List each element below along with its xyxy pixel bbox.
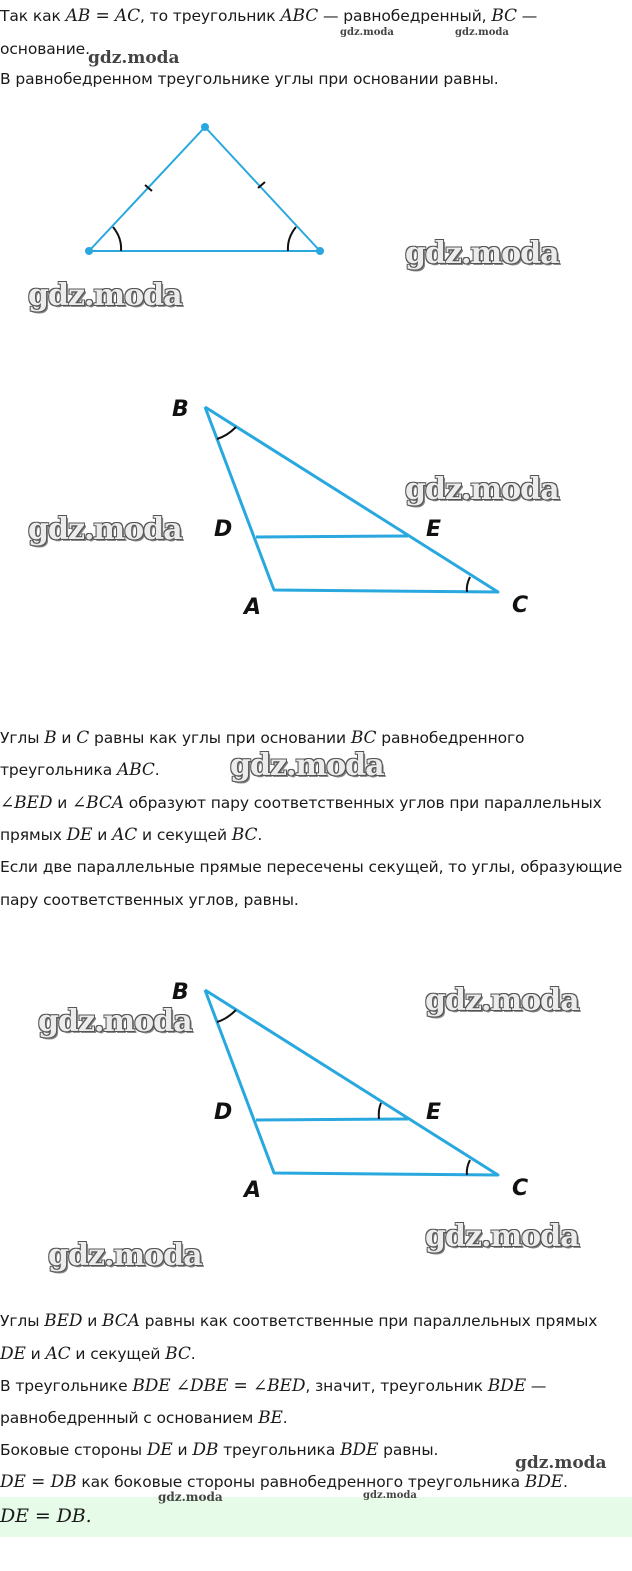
text-line: В треугольнике BDE ∠DBE = ∠BED, значит, треугольник BDE — bbox=[0, 1376, 547, 1396]
watermark: gdz.moda bbox=[405, 472, 559, 507]
text-line: DE и AC и секущей BC. bbox=[0, 1344, 196, 1364]
text-line: Так как AB = AC, то треугольник ABC — равнобедренный, BC — bbox=[0, 6, 538, 26]
text-line: прямых DE и AC и секущей BC. bbox=[0, 825, 263, 845]
text-line: основание. bbox=[0, 40, 90, 58]
text-line: Углы B и C равны как углы при основании BC равнобедренного bbox=[0, 728, 525, 748]
watermark: gdz.moda bbox=[28, 512, 182, 547]
label-D: D bbox=[214, 1100, 233, 1125]
text-line: Углы BED и BCA равны как соответственные при параллельных прямых bbox=[0, 1311, 598, 1331]
text-line: пару соответственных углов, равны. bbox=[0, 891, 299, 909]
watermark: gdz.moda bbox=[340, 27, 394, 38]
text-line: ∠BED и ∠BCA образуют пару соответственных углов при параллельных bbox=[0, 793, 602, 813]
text-line: Боковые стороны DE и DB треугольника BDE равны. bbox=[0, 1440, 439, 1460]
label-E: E bbox=[426, 1100, 442, 1125]
watermark: gdz.moda bbox=[455, 27, 509, 38]
text-line: треугольника ABC. bbox=[0, 760, 160, 780]
text-line: DE = DB как боковые стороны равнобедренного треугольника BDE. bbox=[0, 1472, 568, 1492]
label-D: D bbox=[214, 517, 233, 542]
label-C: C bbox=[512, 593, 529, 618]
watermark: gdz.moda bbox=[425, 1219, 579, 1254]
watermark: gdz.moda bbox=[405, 236, 559, 271]
answer-text: DE = DB. bbox=[0, 1505, 92, 1527]
isosceles-triangle-figure bbox=[0, 0, 632, 270]
label-A: A bbox=[244, 1178, 262, 1203]
watermark: gdz.moda bbox=[230, 748, 384, 783]
watermark: gdz.moda bbox=[515, 1453, 607, 1473]
text-line: Если две параллельные прямые пересечены секущей, то углы, образующие bbox=[0, 858, 623, 876]
watermark: gdz.moda bbox=[425, 983, 579, 1018]
text-line: В равнобедренном треугольнике углы при основании равны. bbox=[0, 70, 499, 88]
label-E: E bbox=[426, 517, 442, 542]
watermark: gdz.moda bbox=[48, 1238, 202, 1273]
watermark: gdz.moda bbox=[38, 1004, 192, 1039]
answer-box bbox=[0, 1497, 632, 1537]
watermark: gdz.moda bbox=[28, 278, 182, 313]
label-B: B bbox=[172, 980, 189, 1005]
label-A: A bbox=[244, 595, 262, 620]
label-B: B bbox=[172, 397, 189, 422]
watermark: gdz.moda bbox=[158, 1490, 223, 1504]
watermark: gdz.moda bbox=[88, 48, 180, 68]
watermark: gdz.moda bbox=[363, 1490, 417, 1501]
text-line: равнобедренный с основанием BE. bbox=[0, 1408, 288, 1428]
label-C: C bbox=[512, 1176, 529, 1201]
